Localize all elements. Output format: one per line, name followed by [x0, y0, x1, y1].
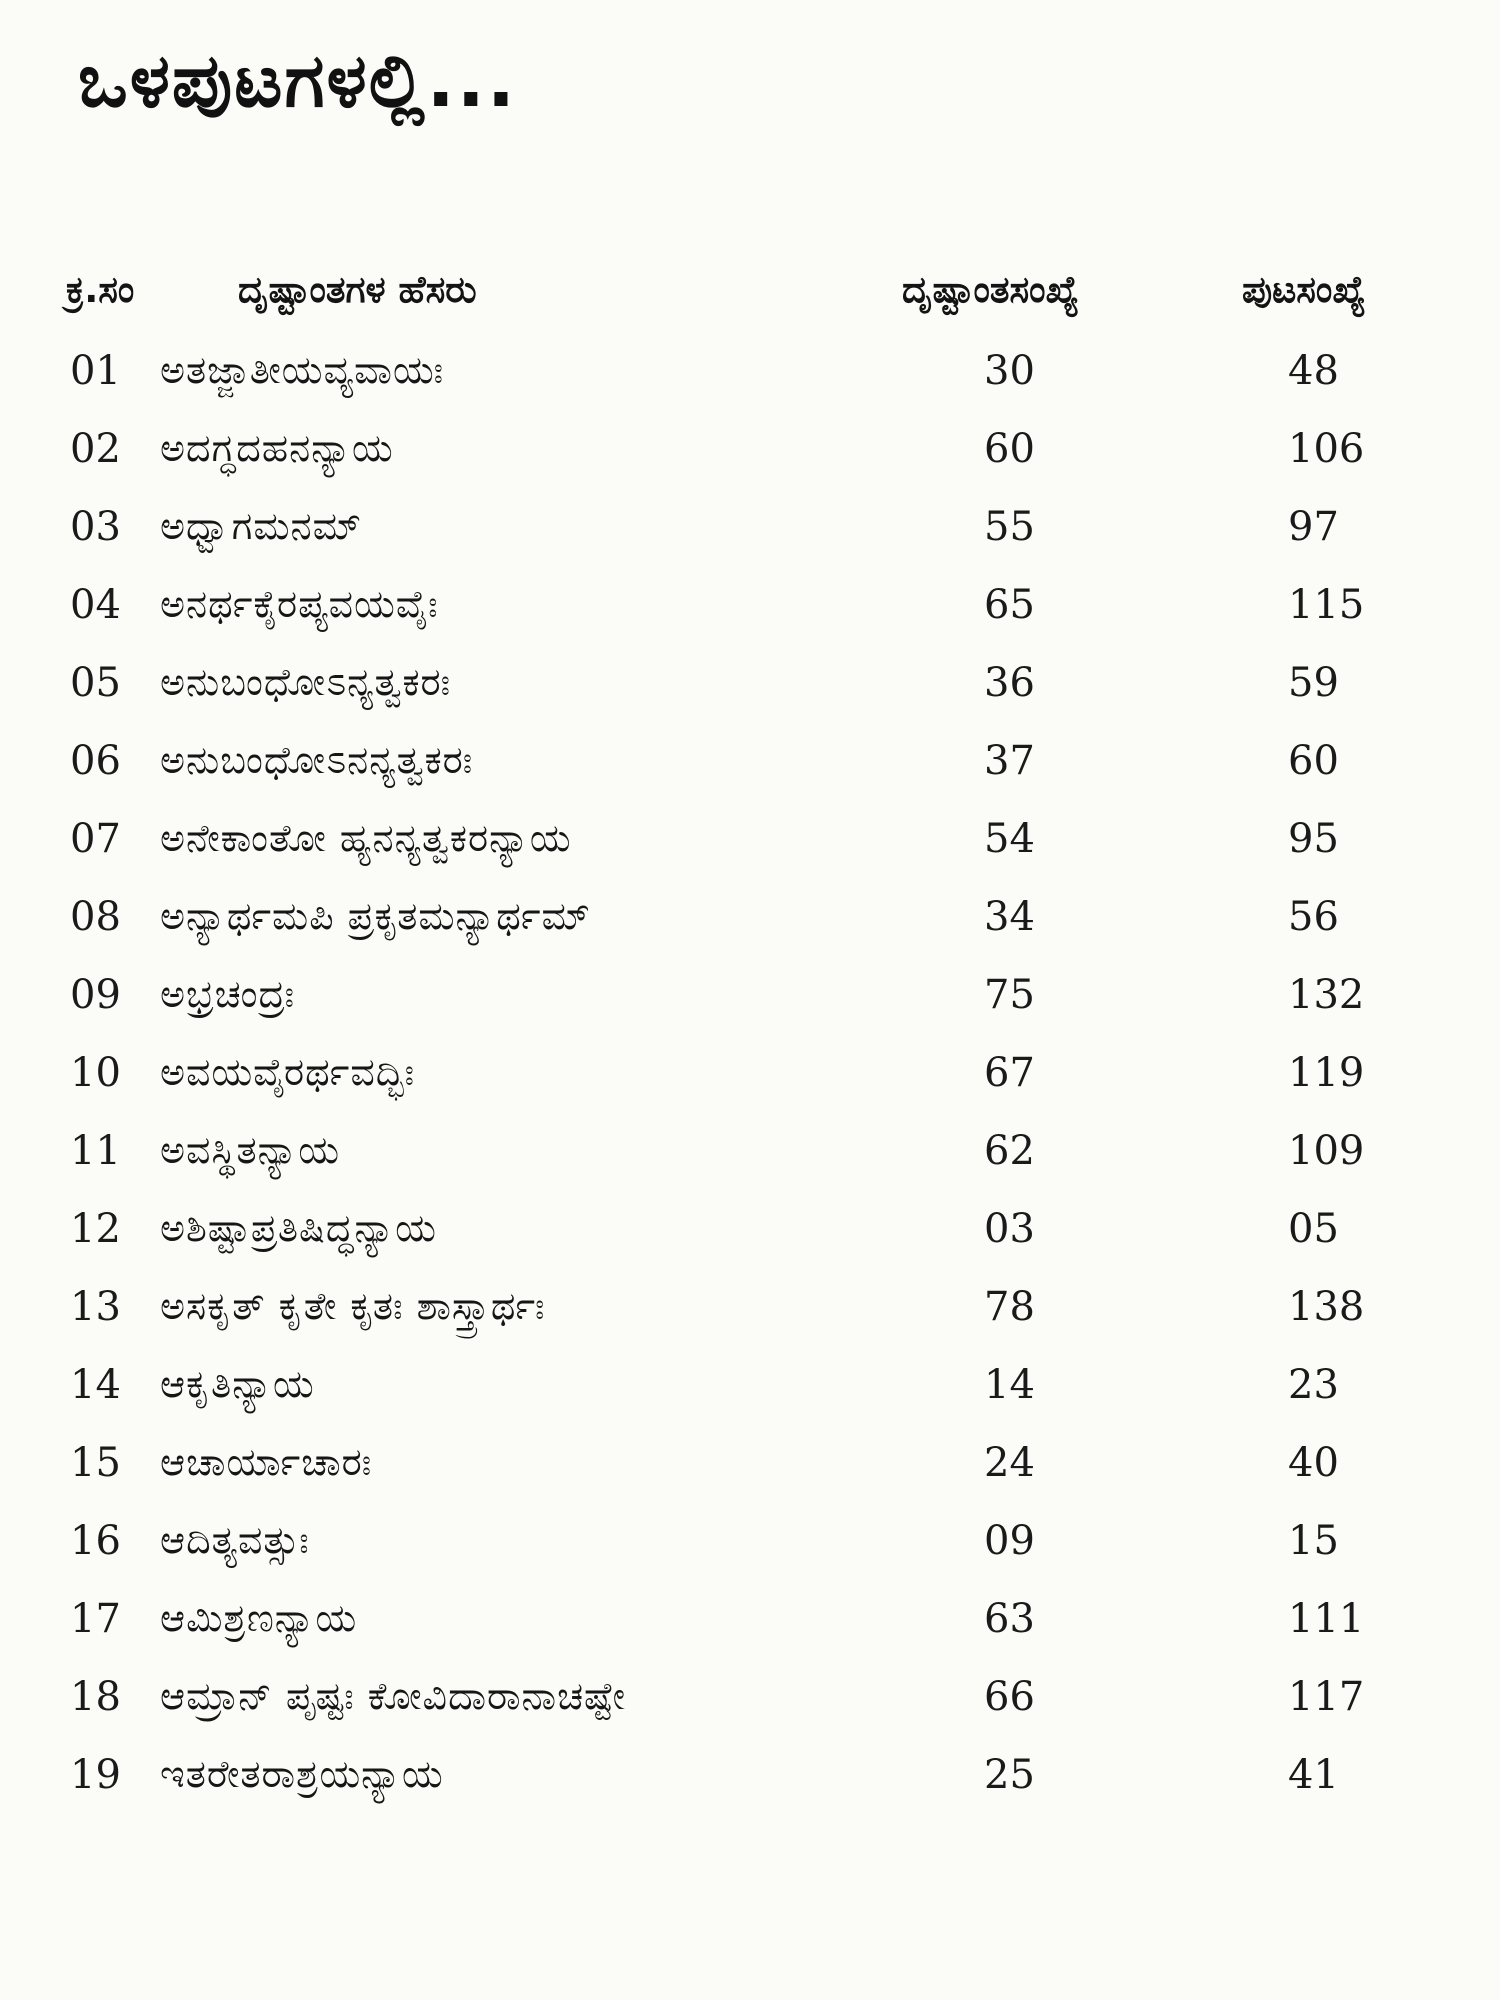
row-serial: 15: [70, 1440, 121, 1486]
row-name: ಅನ್ಯಾರ್ಥಮಪಿ ಪ್ರಕೃತಮನ್ಯಾರ್ಥಮ್: [160, 894, 591, 938]
row-example-number: 14: [984, 1362, 1035, 1408]
row-page-number: 59: [1288, 660, 1339, 706]
row-page-number: 132: [1288, 972, 1365, 1018]
row-example-number: 54: [984, 816, 1035, 862]
row-serial: 11: [70, 1128, 121, 1174]
row-serial: 07: [70, 816, 121, 862]
row-page-number: 95: [1288, 816, 1339, 862]
row-serial: 12: [70, 1206, 121, 1252]
table-row: [0, 1666, 1500, 1744]
table-row: [0, 964, 1500, 1042]
row-name: ಆಚಾರ್ಯಾಚಾರಃ: [160, 1440, 373, 1484]
row-name: ಅಭ್ರಚಂದ್ರಃ: [160, 972, 296, 1016]
row-name: ಅನುಬಂಧೋಽನನ್ಯತ್ವಕರಃ: [160, 738, 474, 782]
row-page-number: 05: [1288, 1206, 1339, 1252]
row-serial: 04: [70, 582, 121, 628]
row-page-number: 115: [1288, 582, 1365, 628]
row-serial: 02: [70, 426, 121, 472]
row-example-number: 24: [984, 1440, 1035, 1486]
row-name: ಅತಜ್ಜಾತೀಯವ್ಯವಾಯಃ: [160, 348, 445, 392]
row-page-number: 56: [1288, 894, 1339, 940]
row-page-number: 138: [1288, 1284, 1365, 1330]
table-body: [0, 340, 1500, 1822]
row-name: ಆದಿತ್ಯವತ್ಸುಃ: [160, 1518, 310, 1562]
row-name: ಅದಗ್ಧದಹನನ್ಯಾಯ: [160, 426, 394, 470]
table-row: [0, 418, 1500, 496]
row-serial: 05: [70, 660, 121, 706]
row-example-number: 75: [984, 972, 1035, 1018]
row-page-number: 117: [1288, 1674, 1365, 1720]
row-page-number: 119: [1288, 1050, 1365, 1096]
row-serial: 16: [70, 1518, 121, 1564]
row-example-number: 63: [984, 1596, 1035, 1642]
row-serial: 13: [70, 1284, 121, 1330]
row-serial: 06: [70, 738, 121, 784]
table-row: [0, 1276, 1500, 1354]
row-page-number: 97: [1288, 504, 1339, 550]
row-example-number: 55: [984, 504, 1035, 550]
table-row: [0, 574, 1500, 652]
row-name: ಅಶಿಷ್ಟಾಪ್ರತಿಷಿದ್ಧನ್ಯಾಯ: [160, 1206, 437, 1250]
row-example-number: 66: [984, 1674, 1035, 1720]
row-serial: 01: [70, 348, 121, 394]
table-row: [0, 1042, 1500, 1120]
row-example-number: 09: [984, 1518, 1035, 1564]
row-example-number: 34: [984, 894, 1035, 940]
row-serial: 18: [70, 1674, 121, 1720]
row-serial: 10: [70, 1050, 121, 1096]
row-name: ಅನೇಕಾಂತೋ ಹ್ಯನನ್ಯತ್ವಕರನ್ಯಾಯ: [160, 816, 572, 860]
row-page-number: 48: [1288, 348, 1339, 394]
row-example-number: 03: [984, 1206, 1035, 1252]
table-row: [0, 1120, 1500, 1198]
row-name: ಆಮಿಶ್ರಣನ್ಯಾಯ: [160, 1596, 358, 1640]
header-page-number: ಪುಟಸಂಖ್ಯೆ: [1242, 268, 1366, 311]
row-serial: 09: [70, 972, 121, 1018]
table-row: [0, 730, 1500, 808]
row-name: ಅನರ್ಥಕೈರಪ್ಯವಯವೈಃ: [160, 582, 439, 626]
table-row: [0, 1198, 1500, 1276]
row-page-number: 106: [1288, 426, 1365, 472]
row-name: ಅನುಬಂಧೋಽನ್ಯತ್ವಕರಃ: [160, 660, 452, 704]
row-name: ಅಧ್ವಾಗಮನಮ್: [160, 504, 363, 548]
row-name: ಆಕೃತಿನ್ಯಾಯ: [160, 1362, 315, 1406]
row-name: ಅವಸ್ಥಿತನ್ಯಾಯ: [160, 1128, 341, 1172]
row-page-number: 41: [1288, 1752, 1339, 1798]
row-example-number: 65: [984, 582, 1035, 628]
table-row: [0, 1588, 1500, 1666]
row-name: ಅವಯವೈರರ್ಥವದ್ಭಿಃ: [160, 1050, 416, 1094]
row-example-number: 60: [984, 426, 1035, 472]
row-name: ಆಮ್ರಾನ್ ಪೃಷ್ಟಃ ಕೋವಿದಾರಾನಾಚಷ್ಟೇ: [160, 1674, 627, 1718]
row-example-number: 25: [984, 1752, 1035, 1798]
table-row: [0, 808, 1500, 886]
table-row: [0, 1744, 1500, 1822]
row-serial: 08: [70, 894, 121, 940]
table-row: [0, 1354, 1500, 1432]
row-serial: 17: [70, 1596, 121, 1642]
row-example-number: 37: [984, 738, 1035, 784]
row-page-number: 40: [1288, 1440, 1339, 1486]
row-serial: 19: [70, 1752, 121, 1798]
header-serial: ಕ್ರ.ಸಂ: [66, 268, 135, 311]
row-serial: 03: [70, 504, 121, 550]
row-page-number: 60: [1288, 738, 1339, 784]
row-page-number: 23: [1288, 1362, 1339, 1408]
header-example-number: ದೃಷ್ಟಾಂತಸಂಖ್ಯೆ: [902, 268, 1080, 311]
row-name: ಇತರೇತರಾಶ್ರಯನ್ಯಾಯ: [160, 1752, 444, 1796]
row-page-number: 15: [1288, 1518, 1339, 1564]
table-row: [0, 340, 1500, 418]
row-serial: 14: [70, 1362, 121, 1408]
page-title: ಒಳಪುಟಗಳಲ್ಲಿ...: [78, 38, 517, 124]
row-example-number: 30: [984, 348, 1035, 394]
table-row: [0, 652, 1500, 730]
row-name: ಅಸಕೃತ್ ಕೃತೇ ಕೃತಃ ಶಾಸ್ತ್ರಾರ್ಥಃ: [160, 1284, 546, 1328]
table-row: [0, 1510, 1500, 1588]
table-row: [0, 1432, 1500, 1510]
row-example-number: 67: [984, 1050, 1035, 1096]
row-page-number: 111: [1288, 1596, 1365, 1642]
row-example-number: 36: [984, 660, 1035, 706]
row-example-number: 62: [984, 1128, 1035, 1174]
table-row: [0, 886, 1500, 964]
table-header: [0, 268, 1500, 328]
row-page-number: 109: [1288, 1128, 1365, 1174]
header-name: ದೃಷ್ಟಾಂತಗಳ ಹೆಸರು: [238, 268, 477, 311]
table-row: [0, 496, 1500, 574]
row-example-number: 78: [984, 1284, 1035, 1330]
